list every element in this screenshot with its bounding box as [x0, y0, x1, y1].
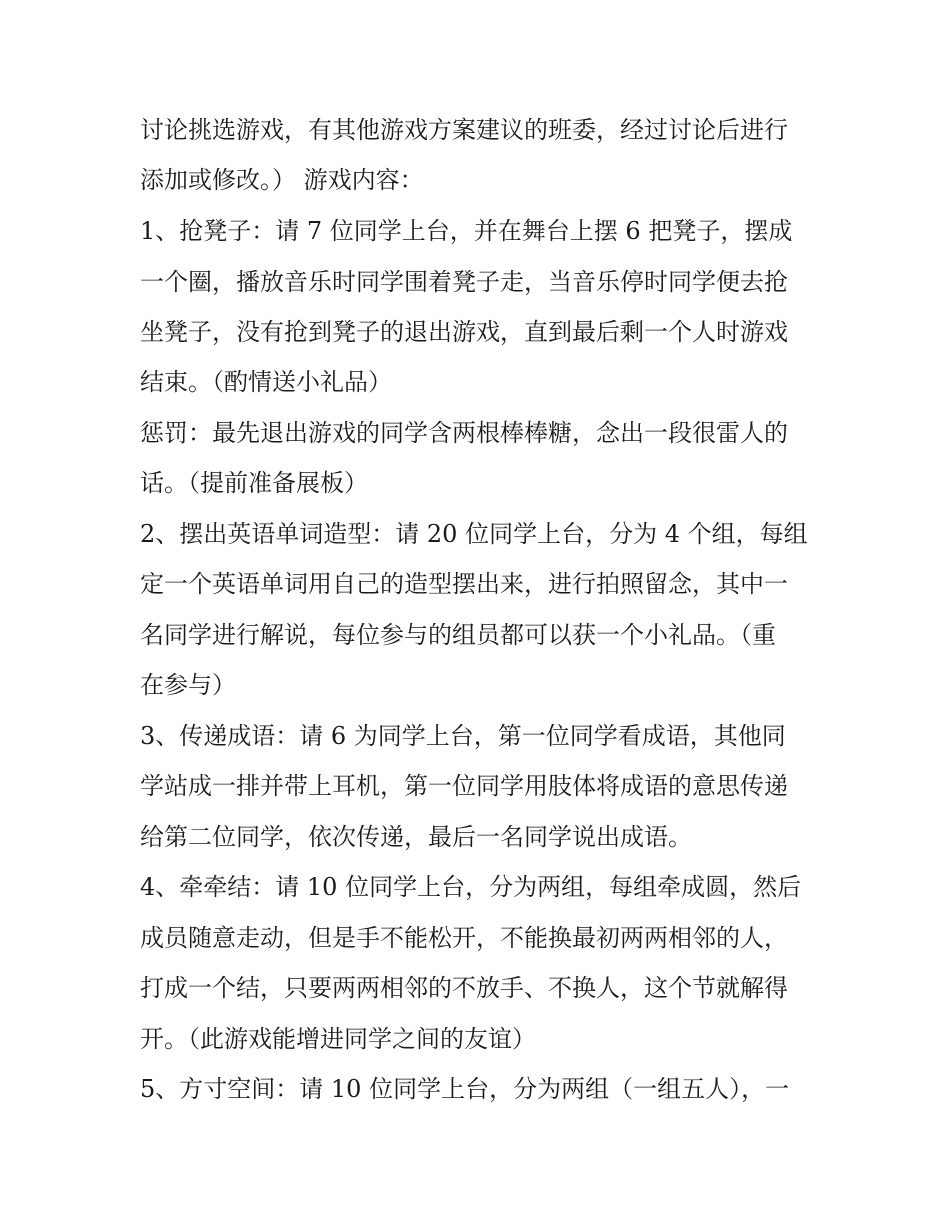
text-line: 一个圈，播放音乐时同学围着凳子走，当音乐停时同学便去抢	[140, 268, 788, 296]
text-line: 5、方寸空间：请 10 位同学上台，分为两组（一组五人），一	[140, 1075, 790, 1103]
text-line: 添加或修改。） 游戏内容：	[140, 166, 424, 194]
text-line: 结束。（酌情送小礼品）	[140, 368, 392, 396]
text-line: 3、传递成语：请 6 为同学上台，第一位同学看成语，其他同	[140, 722, 786, 750]
text-line: 成员随意走动，但是手不能松开，不能换最初两两相邻的人，	[140, 924, 788, 952]
text-line: 4、牵牵结：请 10 位同学上台，分为两组，每组牵成圆，然后	[140, 873, 802, 901]
text-line: 坐凳子，没有抢到凳子的退出游戏，直到最后剩一个人时游戏	[140, 318, 788, 346]
text-line: 名同学进行解说，每位参与的组员都可以获一个小礼品。（重	[140, 621, 776, 649]
text-line: 打成一个结，只要两两相邻的不放手、不换人，这个节就解得	[140, 974, 788, 1002]
text-line: 讨论挑选游戏，有其他游戏方案建议的班委，经过讨论后进行	[140, 116, 788, 144]
text-line: 开。（此游戏能增进同学之间的友谊）	[140, 1025, 536, 1053]
text-line: 给第二位同学，依次传递，最后一名同学说出成语。	[140, 823, 692, 851]
text-line: 定一个英语单词用自己的造型摆出来，进行拍照留念，其中一	[140, 570, 788, 598]
text-line: 2、摆出英语单词造型：请 20 位同学上台，分为 4 个组，每组	[140, 520, 808, 548]
text-line: 学站成一排并带上耳机，第一位同学用肢体将成语的意思传递	[140, 772, 788, 800]
text-line: 惩罚：最先退出游戏的同学含两根棒棒糖，念出一段很雷人的	[140, 419, 788, 447]
text-line: 话。（提前准备展板）	[140, 469, 368, 497]
text-line: 1、抢凳子：请 7 位同学上台，并在舞台上摆 6 把凳子，摆成	[140, 217, 793, 245]
text-line: 在参与）	[140, 671, 236, 699]
